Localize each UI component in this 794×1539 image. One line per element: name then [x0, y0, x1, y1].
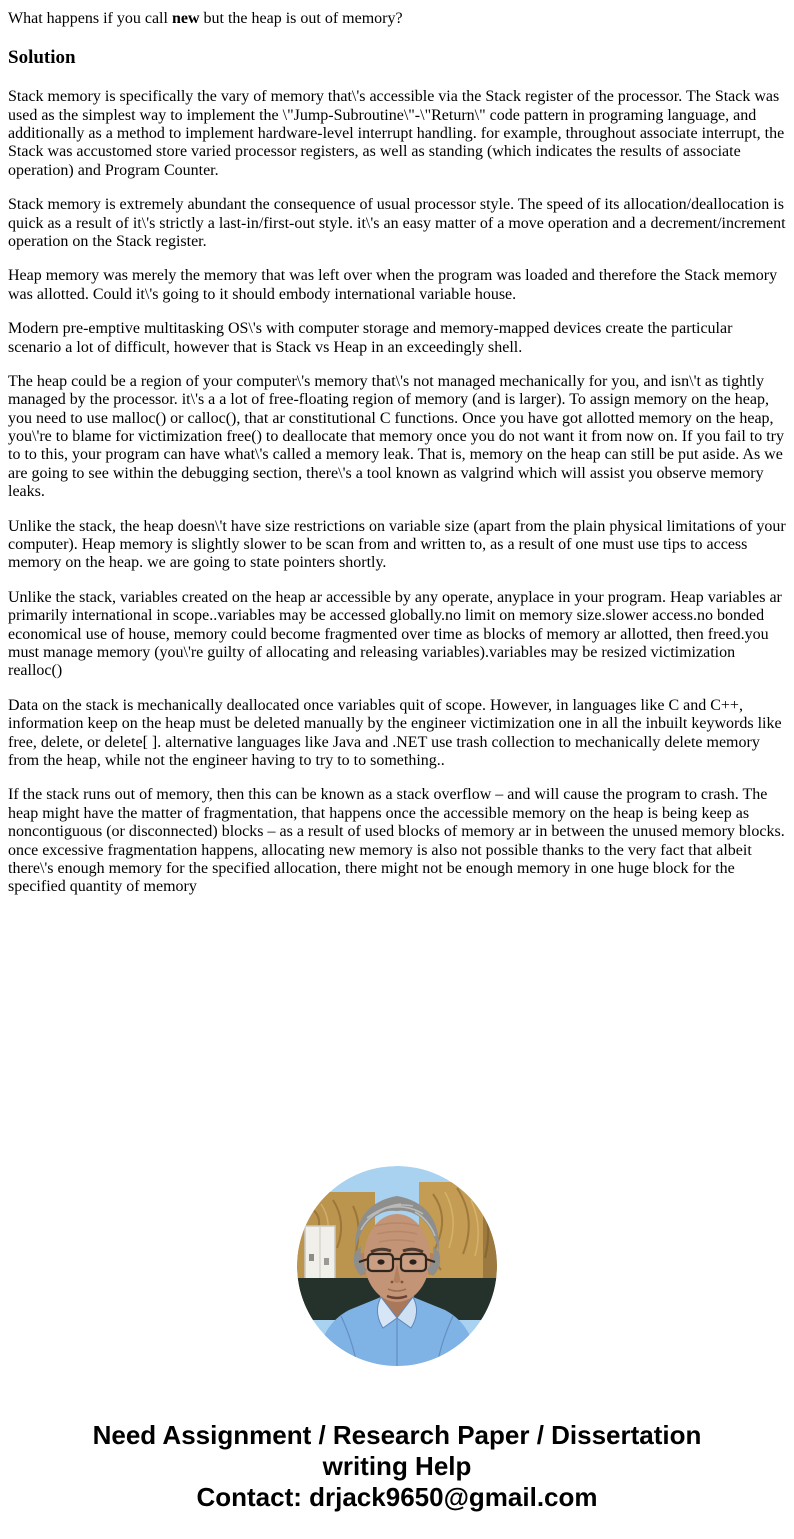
footer-line-2: writing Help — [322, 1450, 472, 1481]
paragraph-multitasking-os: Modern pre-emptive multitasking OS\'s with computer storage and memory-mapped devices create the particular scenario a lot of difficult, however that is Stack vs Heap in an exceedingly shell. — [8, 320, 733, 356]
footer-banner — [8, 1420, 786, 1513]
paragraph-heap-leftover: Heap memory was merely the memory that was left over when the program was loaded and therefore the Stack memory was allotted. Could it\'s going to it should embody international variable house. — [8, 267, 778, 303]
question-suffix: but the heap is out of memory? — [199, 10, 403, 27]
footer-line-1: Need Assignment / Research Paper / Dissertation — [92, 1419, 702, 1450]
paragraph-heap-variables: Unlike the stack, variables created on the heap ar accessible by any operate, anyplace in your program. Heap variables ar primarily international in scope..variables may be accessed globally.no limit on memory size.slower access.no bonded economical use of house, memory could become fragmented over time as blocks of memory ar allotted, then freed.you must manage memory (you\'re guilty of allocating and releasing variables).variables may be resized victimization realloc() — [8, 588, 782, 680]
paragraph-stack-speed: Stack memory is extremely abundant the consequence of usual processor style. The speed of its allocation/deallocation is quick as a result of it\'s strictly a last-in/first-out style. it\'s an easy matter of a move operation and a decrement/increment operation on the Stack register. — [8, 196, 786, 250]
avatar-portrait-illustration — [297, 1166, 497, 1366]
question-text — [8, 10, 786, 28]
paragraph-stack-overflow: If the stack runs out of memory, then this can be known as a stack overflow – and will cause the program to crash. The heap might have the matter of fragmentation, that happens once the accessible memory on the heap is being keep as noncontiguous (or disconnected) blocks – as a result of used blocks of memory ar in between the unused memory blocks. once excessive fragmentation happens, allocating new memory is also not possible thanks to the very fact that albeit there\'s enough memory for the specified allocation, there might not be enough memory in one huge block for the specified quantity of memory — [8, 786, 785, 896]
avatar — [297, 1166, 497, 1366]
paragraph-heap-region: The heap could be a region of your computer\'s memory that\'s not managed mechanically for you, and isn\'t as tightly managed by the processor. it\'s a a lot of free-floating region of memory (and is larger). To assign memory on the heap, you need to use malloc() or calloc(), that ar constitutional C functions. Once you have got allotted memory on the heap, you\'re to blame for victimization free() to deallocate that memory once you do not want it from now on. If you fail to try to to this, your program can have what\'s called a memory leak. That is, memory on the heap can still be put aside. As we are going to see within the debugging section, there\'s a tool known as valgrind which will assist you observe memory leaks. — [8, 372, 784, 501]
question-prefix: What happens if you call — [8, 10, 172, 27]
paragraph-deallocation: Data on the stack is mechanically deallocated once variables quit of scope. However, in languages like C and C++, information keep on the heap must be deleted manually by the engineer victimization one in all the inbuilt keywords like free, delete, or delete[ ]. alternative languages like Java and .NET use trash collection to mechanically delete memory from the heap, while not the engineer having to try to to something.. — [8, 696, 782, 769]
footer-contact-email: Contact: drjack9650@gmail.com — [196, 1481, 598, 1512]
question-emphasis: new — [171, 10, 200, 27]
paragraph-heap-size: Unlike the stack, the heap doesn\'t have size restrictions on variable size (apart from the plain physical limitations of your computer). Heap memory is slightly slower to be scan from and written to, as a result of one must use tips to access memory on the heap. we are going to state pointers shortly. — [8, 517, 786, 572]
solution-heading: Solution — [8, 47, 76, 69]
paragraph-stack-register: Stack memory is specifically the vary of memory that\'s accessible via the Stack register of the processor. The Stack was used as the simplest way to implement the \"Jump-Subroutine\"-\"Return\" code pattern in programing language, and additionally as a method to implement hardware-level interrupt handling. for example, throughout associate interrupt, the Stack was accustomed store varied processor registers, as well as standing (which indicates the results of associate operation) and Program Counter. — [8, 88, 785, 179]
empty-space — [8, 913, 786, 1166]
